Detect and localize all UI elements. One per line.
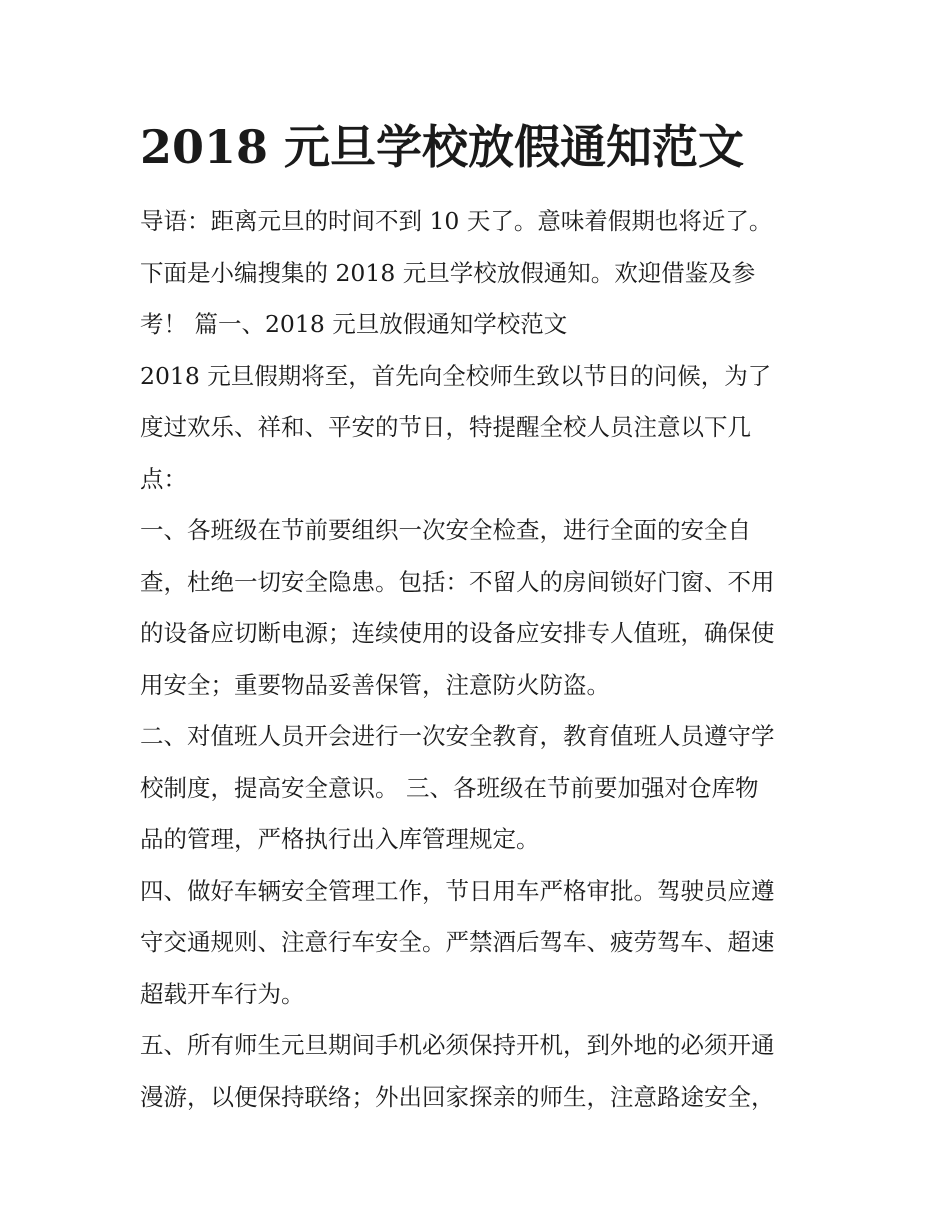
text-line: 2018 元旦假期将至，首先向全校师生致以节日的问候，为了 [140,361,772,390]
text-line: 的设备应切断电源；连续使用的设备应安排专人值班，确保使 [140,619,775,647]
document-title: 2018 元旦学校放假通知范文 [140,120,745,174]
text-line: 四、做好车辆安全管理工作，节日用车严格审批。驾驶员应遵 [140,876,775,905]
document-body [140,196,830,1123]
text-line: 导语：距离元旦的时间不到 10 天了。意味着假期也将近了。 [140,207,773,235]
text-line: 下面是小编搜集的 2018 元旦学校放假通知。欢迎借鉴及参 [140,258,756,287]
text-line: 校制度，提高安全意识。 三、各班级在节前要加强对仓库物 [140,773,759,802]
text-line: 五、所有师生元旦期间手机必须保持开机，到外地的必须开通 [140,1031,775,1059]
text-line: 点： [140,464,187,493]
text-line: 超载开车行为。 [140,979,305,1008]
text-line: 守交通规则、注意行车安全。严禁酒后驾车、疲劳驾车、超速 [140,928,775,956]
text-line: 一、各班级在节前要组织一次安全检查，进行全面的安全自 [140,516,751,544]
text-line: 度过欢乐、祥和、平安的节日，特提醒全校人员注意以下几 [140,413,751,441]
text-line: 用安全；重要物品妥善保管，注意防火防盗。 [140,670,610,699]
text-line: 查，杜绝一切安全隐患。包括：不留人的房间锁好门窗、不用 [140,567,775,596]
text-line: 漫游，以便保持联络；外出回家探亲的师生，注意路途安全， [140,1082,775,1111]
text-line: 二、对值班人员开会进行一次安全教育，教育值班人员遵守学 [140,722,775,750]
text-line: 考！ 篇一、2018 元旦放假通知学校范文 [140,310,568,338]
text-line: 品的管理，严格执行出入库管理规定。 [140,825,540,853]
